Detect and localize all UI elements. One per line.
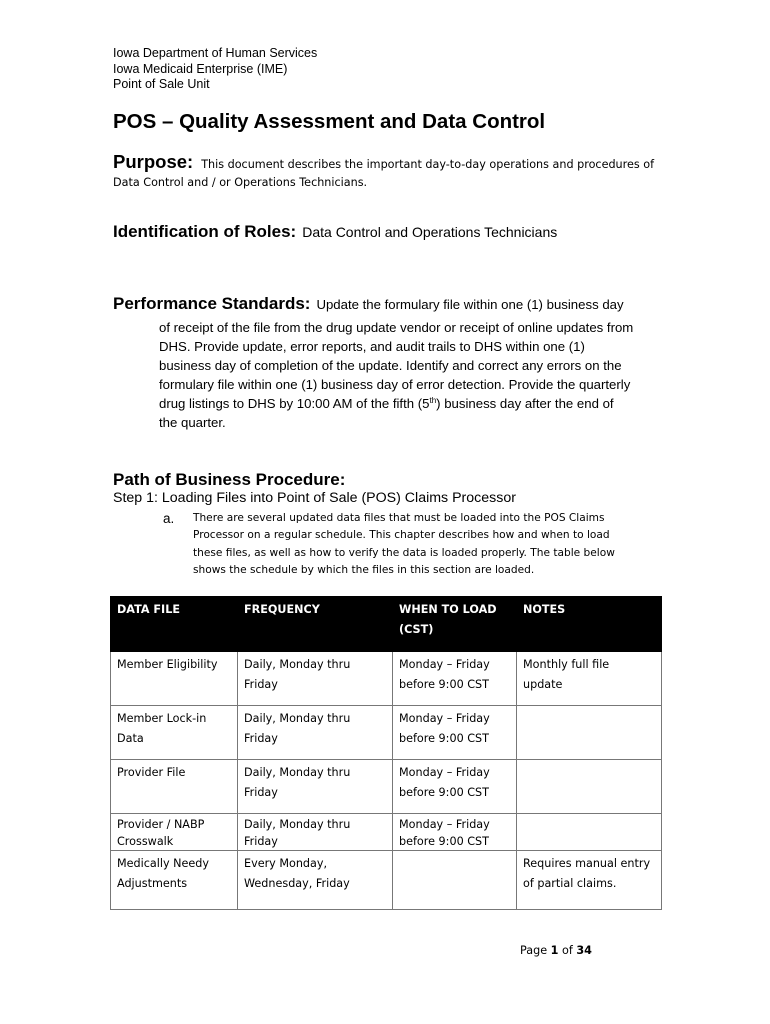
- performance-line: formulary file within one (1) business day of error detection. Provide the quarterly: [159, 377, 631, 392]
- table-row: [111, 851, 662, 910]
- performance-first-line: Update the formulary file within one (1) business day: [316, 297, 624, 312]
- page-number: [520, 944, 592, 957]
- header-notes: [517, 597, 662, 652]
- cell-line: Member Lock-in: [117, 712, 207, 725]
- cell-frequency: [238, 706, 393, 760]
- header-text: WHEN TO LOAD: [399, 603, 497, 616]
- document-title: POS – Quality Assessment and Data Control: [113, 110, 546, 133]
- performance-line: [159, 394, 669, 413]
- performance-line-part: ) business day after the end of: [436, 396, 614, 411]
- cell-line: Friday: [244, 732, 278, 745]
- cell-when-to-load: [393, 814, 517, 851]
- cell-line: before 9:00 CST: [399, 786, 489, 799]
- performance-line: DHS. Provide update, error reports, and audit trails to DHS within one (1): [159, 339, 585, 354]
- cell-when-to-load: [393, 851, 517, 910]
- performance-section: [113, 294, 669, 432]
- cell-line: Daily, Monday thru: [244, 818, 351, 831]
- path-heading: Path of Business Procedure:: [113, 470, 346, 489]
- cell-line: update: [523, 678, 563, 691]
- cell-line: Monday – Friday: [399, 818, 490, 831]
- cell-frequency: [238, 760, 393, 814]
- ordinal-superscript: th: [429, 396, 437, 405]
- cell-data-file: [111, 851, 238, 910]
- cell-line: Wednesday, Friday: [244, 877, 350, 890]
- cell-line: Adjustments: [117, 877, 188, 890]
- cell-when-to-load: [393, 760, 517, 814]
- table-row: [111, 814, 662, 851]
- table-row: [111, 652, 662, 706]
- cell-data-file: [111, 652, 238, 706]
- purpose-label: Purpose:: [113, 151, 194, 172]
- cell-line: of partial claims.: [523, 877, 617, 890]
- cell-line: Requires manual entry: [523, 857, 651, 870]
- agency-header: [113, 46, 317, 93]
- performance-label: Performance Standards:: [113, 294, 311, 313]
- cell-line: Monday – Friday: [399, 766, 490, 779]
- cell-line: Provider / NABP: [117, 818, 205, 831]
- file-schedule-table: [110, 596, 662, 910]
- page-of: of: [562, 944, 573, 957]
- cell-line: Crosswalk: [117, 835, 174, 848]
- header-text: DATA FILE: [117, 603, 180, 616]
- purpose-text-continued: Data Control and / or Operations Technicians.: [113, 176, 368, 189]
- cell-line: Friday: [244, 835, 278, 848]
- cell-line: Daily, Monday thru: [244, 712, 351, 725]
- roles-label: Identification of Roles:: [113, 222, 297, 241]
- cell-data-file: [111, 760, 238, 814]
- cell-notes: [517, 760, 662, 814]
- page-total: 34: [576, 944, 592, 957]
- purpose-text: This document describes the important day-to-day operations and procedures of: [201, 158, 655, 171]
- cell-line: Daily, Monday thru: [244, 658, 351, 671]
- list-marker: a.: [163, 511, 175, 526]
- enterprise-name: Iowa Medicaid Enterprise (IME): [113, 61, 288, 76]
- item-a-text: [193, 510, 615, 579]
- cell-notes: [517, 706, 662, 760]
- agency-name: Iowa Department of Human Services: [113, 46, 318, 60]
- cell-notes: [517, 652, 662, 706]
- cell-notes: [517, 814, 662, 851]
- item-a-line: shows the schedule by which the files in this section are loaded.: [193, 563, 535, 576]
- cell-line: Monday – Friday: [399, 658, 490, 671]
- item-a-line: There are several updated data files that must be loaded into the POS Claims: [193, 512, 605, 524]
- table-row: [111, 760, 662, 814]
- cell-line: Daily, Monday thru: [244, 766, 351, 779]
- cell-line: Medically Needy: [117, 857, 210, 870]
- header-data-file: [111, 597, 238, 652]
- page-word: Page: [520, 944, 548, 957]
- header-frequency: [238, 597, 393, 652]
- cell-line: Friday: [244, 786, 278, 799]
- performance-line: the quarter.: [159, 415, 226, 430]
- unit-name: Point of Sale Unit: [113, 77, 210, 91]
- header-when-to-load: [393, 597, 517, 652]
- cell-line: Friday: [244, 678, 278, 691]
- cell-line: before 9:00 CST: [399, 835, 489, 848]
- header-text: NOTES: [523, 603, 566, 616]
- cell-line: before 9:00 CST: [399, 678, 489, 691]
- page-current: 1: [550, 944, 559, 957]
- performance-line-part: drug listings to DHS by 10:00 AM of the fifth (5: [159, 396, 430, 411]
- cell-data-file: [111, 706, 238, 760]
- cell-notes: [517, 851, 662, 910]
- header-text: (CST): [399, 623, 434, 636]
- table-header-row: [111, 597, 662, 652]
- step-1-heading: Step 1: Loading Files into Point of Sale (POS) Claims Processor: [113, 490, 516, 506]
- performance-body: [159, 318, 669, 432]
- roles-text: Data Control and Operations Technicians: [302, 224, 558, 240]
- item-a-line: these files, as well as how to verify the data is loaded properly. The table below: [193, 546, 615, 559]
- cell-line: Data: [117, 732, 144, 745]
- cell-line: Every Monday,: [244, 857, 328, 870]
- performance-line: business day of completion of the update. Identify and correct any errors on the: [159, 358, 622, 373]
- cell-frequency: [238, 851, 393, 910]
- header-text: FREQUENCY: [244, 603, 320, 616]
- cell-frequency: [238, 652, 393, 706]
- cell-when-to-load: [393, 652, 517, 706]
- cell-when-to-load: [393, 706, 517, 760]
- cell-line: Provider File: [117, 766, 186, 779]
- cell-line: Member Eligibility: [117, 658, 218, 671]
- purpose-section: [113, 151, 673, 189]
- cell-data-file: [111, 814, 238, 851]
- cell-line: Monthly full file: [523, 658, 610, 671]
- performance-line: of receipt of the file from the drug update vendor or receipt of online updates from: [159, 320, 634, 335]
- cell-frequency: [238, 814, 393, 851]
- table-row: [111, 706, 662, 760]
- item-a-line: Processor on a regular schedule. This chapter describes how and when to load: [193, 529, 610, 542]
- cell-line: Monday – Friday: [399, 712, 490, 725]
- roles-section: [113, 222, 557, 242]
- cell-line: before 9:00 CST: [399, 732, 489, 745]
